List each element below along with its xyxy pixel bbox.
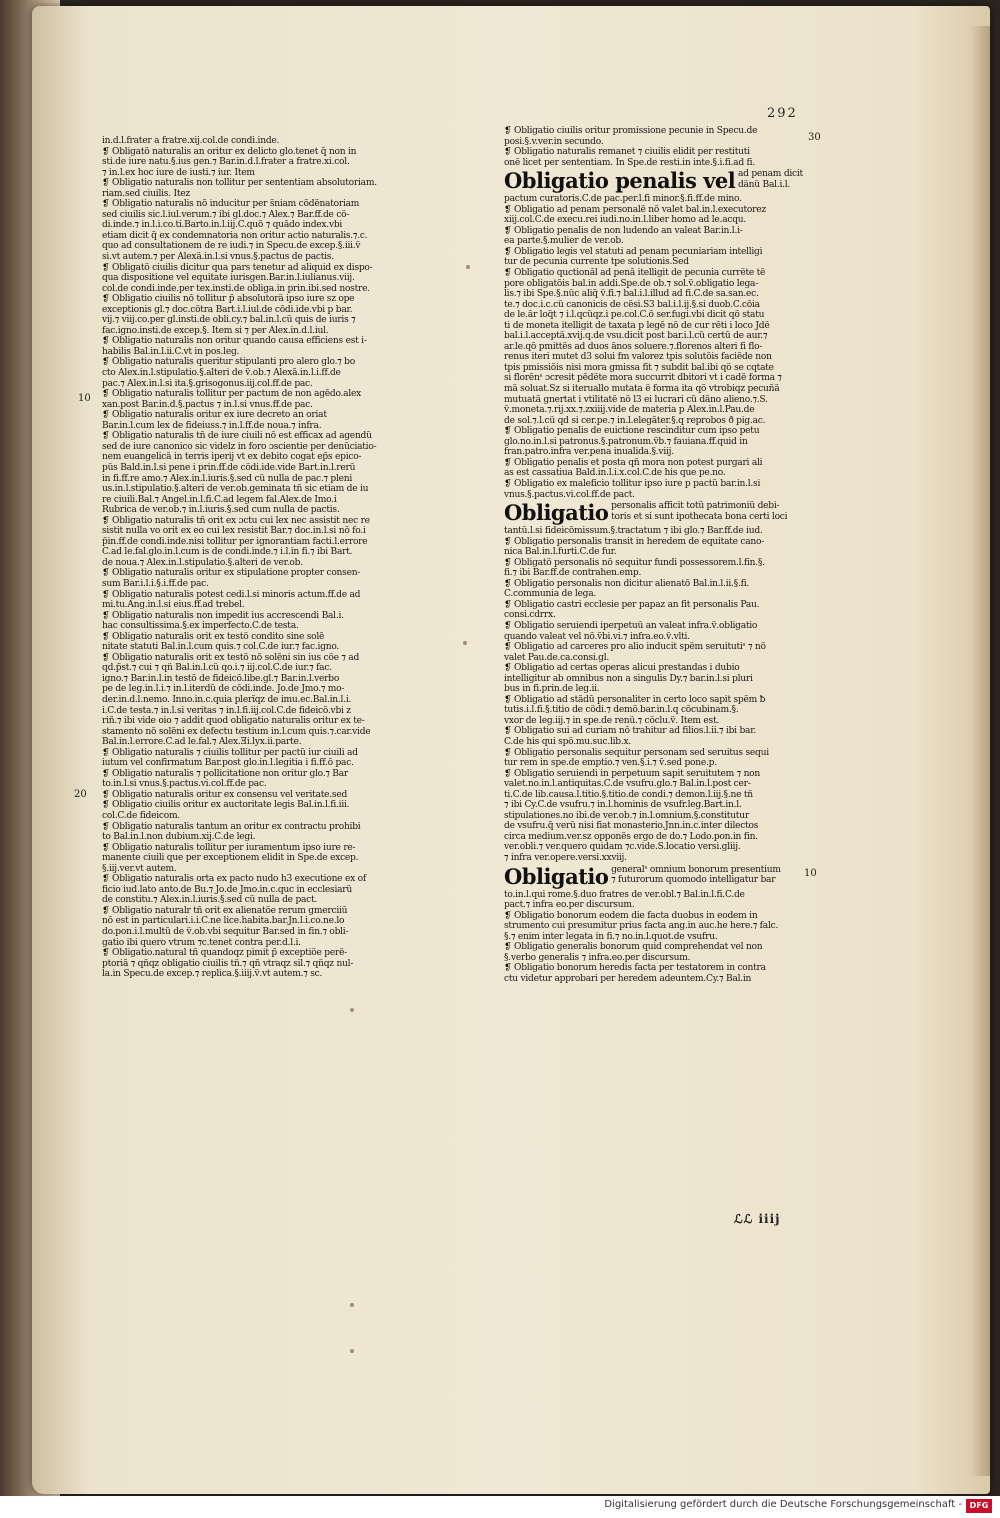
text-line: personalis afficit totũ patrimoniũ debi- bbox=[611, 501, 780, 512]
text-line: ❡ Obligatio quctionãl ad penã itelligit de pecunia currẽte tẽ bbox=[504, 268, 766, 279]
text-line: fi.⁊ ibi Bar.ff.de contrahen.emp. bbox=[504, 568, 642, 579]
text-line: ctu videtur approbari per heredem adeuntem.Cy.⁊ Bal.in bbox=[504, 973, 752, 984]
text-line: in fi.ff.re amo.⁊ Alex.in.l.iuris.§.sed cũ nulla de pac.⁊ pleni bbox=[102, 473, 353, 484]
text-line: ⁊ infra ver.opere.versi.xxviij. bbox=[504, 853, 627, 863]
text-line: ❡ Obligatio ciuilis oritur ex auctoritate legis Bal.in.l.fi.iii. bbox=[102, 800, 350, 811]
text-line: ❡ Obligatio naturalis non oritur quando causa efficiens est i- bbox=[102, 336, 367, 347]
rubric-heading bbox=[504, 169, 822, 193]
text-line: ❡ Obligatio naturalis tollitur per iuramentum ipso iure re- bbox=[102, 842, 356, 853]
pinhole bbox=[463, 641, 467, 645]
text-line: ❡ Obligatio penalis de euictione rescinditur cum ipso petu bbox=[504, 426, 760, 437]
text-line: to Bal.in.l.non dubium.xij.C.de legi. bbox=[102, 832, 256, 843]
rubric-heading-word: Obligatio bbox=[504, 500, 609, 526]
text-line: ❡ Obligatio naturalis queritur stipulanti pro alero glo.⁊ bo bbox=[102, 357, 355, 368]
text-line: do.pon.i.l.multũ de ṽ.ob.vbi sequitur Bar.sed in fin.⁊ obli- bbox=[102, 927, 349, 938]
text-line: ❡ Obligatio naturalis ⁊ pollicitatione non oritur glo.⁊ Bar bbox=[102, 768, 348, 779]
text-line: generalˢ omnium bonorum presentium bbox=[611, 864, 781, 875]
text-line: toris et si sunt ipothecata bona certi loci bbox=[611, 511, 788, 522]
text-line: §.verbo generalis ⁊ infra.eo.per discursum. bbox=[504, 952, 691, 963]
text-line: ❡ Obligatio castri ecclesie per papaz an fit personalis Pau. bbox=[504, 599, 760, 610]
text-line: de noua.⁊ Alex.in.l.stipulatio.§.alteri de ver.ob. bbox=[102, 557, 303, 568]
text-line: bus in fi.prin.de leg.ii. bbox=[504, 684, 600, 695]
text-line: ver.obli.⁊ ver.quero quidam ⁊c.vide.S.locatio versi.gliij. bbox=[504, 842, 741, 853]
text-line: re ciuili.Bal.⁊ Angel.in.l.fi.C.ad legem fal.Alex.de Imo.i bbox=[102, 494, 337, 505]
text-line: in.d.l.frater a fratre.xij.col.de condi.inde. bbox=[102, 136, 280, 146]
right-text-block bbox=[504, 194, 822, 500]
text-line: Bal.in.l.errore.C.ad le.fal.⁊ Alex.Ǝi.lyx.ii.parte. bbox=[102, 737, 302, 748]
text-line: ❡ Obligatio naturalis orit ex testõ nõ solẽni sin ius cõe ⁊ ad bbox=[102, 652, 360, 663]
text-line: pactum curatoris.C.de pac.per.l.fi minor.§.fi.ff.de mino. bbox=[504, 194, 742, 205]
text-line: ❡ Obligatio personalis transit in heredem de equitate cano- bbox=[504, 536, 765, 547]
text-line: nõ est in particulari.i.i.C.ne lice.habita.bar.Jn.l.i.co.ne.lo bbox=[102, 916, 345, 927]
text-line: ❡ Obligatio.natural tñ quandoqz pimit p̃ exceptiõe perẽ- bbox=[102, 948, 348, 959]
text-line: riam.sed ciuilis. Itez bbox=[102, 188, 190, 199]
text-line: etiam dicit q̃ ex condemnatoria non oritur actio naturalis.⁊.c. bbox=[102, 230, 368, 241]
text-line: ❡ Obligatio seruiendi iperpetuũ an valeat infra.ṽ.obligatio bbox=[504, 620, 758, 631]
text-line: ❡ Obligatio generalis bonorum quid comprehendat vel non bbox=[504, 942, 763, 953]
right-text-block bbox=[504, 526, 822, 864]
text-line: valet Pau.de.ca.consi.gl. bbox=[504, 652, 610, 663]
text-line: nitate statuti Bal.in.l.cum quis.⁊ col.C.de iur.⁊ fac.igno. bbox=[102, 642, 340, 653]
text-line: vxor de leg.iij.⁊ in spe.de renũ.⁊ cõclu.ṽ. Item est. bbox=[504, 715, 719, 726]
margin-line-number: 10 bbox=[804, 868, 817, 879]
text-line: ❡ Obligatõ ciuilis dicitur qua pars tenetur ad aliquid ex dispo- bbox=[102, 262, 373, 273]
text-line: col.de condi.inde.per tex.insti.de obliga.in prin.ibi.sed nostre. bbox=[102, 283, 370, 294]
text-line: ❡ Obligatio ad stãdũ personaliter in certo loco sapit spẽm ƀ bbox=[504, 694, 766, 705]
margin-line-number: 10 bbox=[78, 393, 91, 404]
text-line: tantũ.l.si fideicõmissum.§.tractatum ⁊ ibi glo.⁊ Bar.ff.de iud. bbox=[504, 526, 763, 537]
text-line: sistit nulla vo orit ex eo cui lex resistit Bar.⁊ doc.in.l.si nõ fo.i bbox=[102, 526, 366, 537]
text-line: habilis Bal.in.l.ii.C.vt in pos.leg. bbox=[102, 346, 240, 357]
text-line: §.⁊ enim inter legata in fi.⁊ no.in.l.quot.de vsufru. bbox=[504, 931, 718, 942]
text-line: nem euangelicã in terris iperij vt ex debito cogat ep̃s epico- bbox=[102, 452, 362, 463]
text-line: ad penam dicit bbox=[737, 169, 803, 180]
text-line: pac.⁊ Alex.in.l.si ita.§.grisogonus.iij.col.ff.de pac. bbox=[102, 378, 313, 389]
text-line: ṽ.moneta.⁊.rij.xx.⁊.zxiiij.vide de materia p Alex.in.l.Pau.de bbox=[504, 405, 755, 416]
text-line: ❡ Obligatio naturalis oritur ex iure decreto an oriat bbox=[102, 410, 327, 421]
text-line: C.ad le.fal.glo.in.l.cum is de condi.inde.⁊ i.l.in fi.⁊ ibi Bart. bbox=[102, 547, 353, 558]
text-line: valet.no.in.l.antiquitas.C.de vsufru.glo.⁊ Bal.in.l.post cer- bbox=[504, 779, 751, 790]
right-text-column bbox=[504, 126, 822, 984]
text-line: as est cassatiua Bald.in.l.i.x.col.C.de his que pe.no. bbox=[504, 468, 726, 479]
text-line: de vsufru.q̃ verũ nisi fiat monasterio.Jnn.in.c.inter dilectos bbox=[504, 821, 759, 832]
text-line: ficio iud.lato anto.de Bu.⁊ Jo.de Jmo.in.c.quc in ecclesiarũ bbox=[102, 884, 352, 895]
text-line: ti.C.de lib.causa.l.titio.§.titio.de condi.⁊ demon.l.iij.§.ne tñ bbox=[504, 789, 753, 800]
text-line: di.inde.⁊ in.l.i.co.ti.Barto.in.l.iij.C.quõ ⁊ quãdo index.vbi bbox=[102, 220, 343, 231]
text-line: ptoriã ⁊ qñqz obligatio ciuilis tñ.⁊ qñ vtraqz sil.⁊ qñqz nul- bbox=[102, 958, 354, 969]
text-line: de le.ãr loq̃t ⁊ i.l.qcũqz.i pe.col.C.õ ser.fugi.vbi dicit qõ statu bbox=[504, 310, 765, 321]
margin-line-number: 20 bbox=[74, 789, 87, 800]
text-line: ❡ Obligatio naturalis remanet ⁊ ciuilis elidit per restituti bbox=[504, 147, 750, 158]
text-line: stipulationes.no ibi.de ver.ob.⁊ in.l.omnium.§.constitutur bbox=[504, 810, 749, 821]
text-line: C.de his qui spõ.mu.suc.lib.x. bbox=[504, 736, 632, 747]
text-line: la.in Specu.de excep.⁊ replica.§.iiij.ṽ.vt autem.⁊ sc. bbox=[102, 969, 323, 980]
text-line: circa medium.ver.sz opponẽs ergo de do.⁊ Lodo.pon.in fin. bbox=[504, 831, 758, 842]
text-line: tpis pmissiõis nisi mora gmissa fit ⁊ subdit bal.ibi qõ se cqtate bbox=[504, 362, 774, 373]
text-line: us.in.l.stipulatio.§.alteri de ver.ob.geminata tñ sic etiam de iu bbox=[102, 484, 369, 495]
text-line: ⁊ ibi Cy.C.de vsufru.⁊ in.l.hominis de vsufr.leg.Bart.in.l. bbox=[504, 800, 742, 811]
text-line: ❡ Obligatõ personalis nõ sequitur fundi possessorem.l.fin.§. bbox=[504, 557, 765, 568]
text-line: ❡ Obligatio naturalis non impedit ius accrescendi Bal.i. bbox=[102, 610, 344, 621]
text-line: strumento cui presumitur prius facta ang.in auc.he here.⁊ falc. bbox=[504, 921, 779, 932]
text-line: ❡ Obligatõ naturalis an oritur ex delicto glo.tenet q̃ non in bbox=[102, 146, 357, 157]
text-line: ❡ Obligatio naturalis nõ inducitur per s̃niam cõdẽnatoriam bbox=[102, 199, 360, 210]
text-line: lis.⁊ ibi Spe.§.nũc aliq̃ ṽ.fi.⁊ bal.i.l.illud ad fi.C.de sa.san.ec. bbox=[504, 289, 759, 300]
pinhole bbox=[350, 1008, 354, 1012]
text-line: ❡ Obligatio naturalis ⁊ ciuilis tollitur per pactũ iur ciuili ad bbox=[102, 747, 358, 758]
text-line: riñ.⁊ ibi vide oio ⁊ addit quod obligatio naturalis oritur ex te- bbox=[102, 716, 365, 727]
text-line: consi.cdrrx. bbox=[504, 610, 556, 621]
text-line: ❡ Obligatio ad penam personalẽ nõ valet bal.in.l.executorez bbox=[504, 204, 766, 215]
pinhole bbox=[350, 1349, 354, 1353]
text-line: igno.⁊ Bar.in.l.in testõ de fideicõ.libe.gl.⁊ Bar.in.l.verbo bbox=[102, 673, 340, 684]
text-line: fac.igno.insti.de excep.§. Item si ⁊ per Alex.in.d.l.iul. bbox=[102, 325, 329, 336]
rubric-heading-rest bbox=[611, 865, 781, 886]
text-line: pũs Bald.in.l.si pene i prin.ff.de cõdi.ide.vide Bart.in.l.rerũ bbox=[102, 462, 356, 473]
text-line: dãnũ Bal.i.l. bbox=[737, 179, 791, 190]
text-line: Bar.in.l.cum lex de fideiuss.⁊ in.l.ff.de noua.⁊ infra. bbox=[102, 420, 322, 431]
text-line: ❡ Obligatio penalis et posta qñ mora non potest purgari ali bbox=[504, 457, 763, 468]
page-number: 292 bbox=[767, 106, 798, 121]
left-text-column bbox=[102, 136, 437, 980]
text-line: ❡ Obligatio ad carceres pro alio inducit spẽm seruitutiˢ ⁊ nõ bbox=[504, 642, 766, 653]
text-line: qua dispositione vel equitate iurisgen.Bar.in.l.iulianus.viij. bbox=[102, 273, 355, 284]
text-line: ❡ Obligatio ciuilis oritur promissione pecunie in Specu.de bbox=[504, 126, 758, 136]
text-line: iutum vel confirmatum Bar.post glo.in.l.legitia i fi.ff.õ pac. bbox=[102, 758, 354, 769]
text-line: ti de moneta itelligit de taxata p legẽ nõ de cur rẽti i loco Jdẽ bbox=[504, 320, 770, 331]
page-edge-shadow bbox=[970, 26, 990, 1476]
text-line: col.C.de fideicom. bbox=[102, 811, 180, 821]
text-line: ❡ Obligatio naturalis tñ orit ex ɔctu cui lex nec assistit nec re bbox=[102, 515, 370, 526]
text-line: ❡ Obligatio naturalis tñ de iure ciuili nõ est efficax ad agendũ bbox=[102, 431, 372, 442]
text-line: de constitu.⁊ Alex.in.l.iuris.§.sed cũ nulla de pact. bbox=[102, 895, 318, 906]
footer-bar bbox=[0, 1496, 1000, 1518]
text-line: renus iteri mutet d3 solui fm valorez tpis solutõis faciẽde non bbox=[504, 352, 772, 363]
text-line: exceptionis gl.⁊ doc.cõtra Bart.i.l.iul.de cõdi.ide.vbi p bar. bbox=[102, 304, 353, 315]
text-line: quando valeat vel nõ.ṽbi.vi.⁊ infra.eo.ṽ.vlti. bbox=[504, 631, 690, 642]
text-line: cto Alex.in.l.stipulatio.§.alteri de ṽ.ob.⁊ Alexã.in.l.i.ff.de bbox=[102, 368, 341, 379]
text-line: xiij.col.C.de execu.rei iudi.no.in.l.liber homo ad le.acqu. bbox=[504, 215, 747, 226]
text-line: to.in.l.qui rome.§.duo fratres de ver.obl.⁊ Bal.in.l.fi.C.de bbox=[504, 889, 745, 900]
text-line: sed ciuilis sic.l.iul.verum.⁊ ibi gl.doc.⁊ Alex.⁊ Bar.ff.de cõ- bbox=[102, 209, 350, 220]
text-line: de sol.⁊.l.cũ qd si cer.pe.⁊ in.l.elegãter.§.q reprobos ð pig.ac. bbox=[504, 415, 766, 426]
text-line: ar.le.qõ pmittẽs ad duos ãnos soluere.⁊.florenos alteri fi flo- bbox=[504, 341, 763, 352]
text-line: pact.⁊ infra eo.per discursum. bbox=[504, 900, 635, 911]
text-line: i.C.de testa.⁊ in.l.si veritas ⁊ in.l.fi.iij.col.C.de fideicõ.vbi z bbox=[102, 705, 351, 716]
rubric-heading-word: Obligatio penalis vel bbox=[504, 168, 736, 194]
text-line: ❡ Obligatio naturalr tñ orit ex alienatõe rerum gmerciiũ bbox=[102, 905, 348, 916]
text-line: gatio ibi quero vtrum ⁊c.tenet contra per.d.l.i. bbox=[102, 937, 301, 948]
text-line: sed de iure canonico sic videlz in foro ɔscientie per denũciatio- bbox=[102, 441, 377, 452]
right-text-block bbox=[504, 890, 822, 985]
text-line: ❡ Obligatio naturalis tantum an oritur ex contractu prohibi bbox=[102, 821, 361, 832]
text-line: ❡ Obligatio personalis sequitur personam sed seruitus sequi bbox=[504, 747, 769, 758]
pinhole bbox=[466, 265, 470, 269]
text-line: pe de leg.in.l.i.⁊ in.l.iterdũ de cõdi.inde. Jo.de Jmo.⁊ mo- bbox=[102, 684, 345, 695]
text-line: pore obligatõis bal.in addi.Spe.de ob.⁊ sol.ṽ.obligatio lega- bbox=[504, 278, 759, 289]
text-line: tutis.i.l.fi.§.titio de cõdi.⁊ demõ.bar.in.l.q cõcubinam.§. bbox=[504, 705, 739, 716]
text-line: vnus.§.pactus.vi.col.ff.de pact. bbox=[504, 489, 635, 500]
text-line: manente ciuili que per exceptionem elidit in Spe.de excep. bbox=[102, 853, 359, 864]
text-line: fran.patro.infra ver.pena inualida.§.viij. bbox=[504, 447, 674, 458]
text-line: sum Bar.i.l.i.§.i.ff.de pac. bbox=[102, 578, 209, 589]
rubric-heading-word: Obligatio bbox=[504, 863, 609, 889]
dfg-logo: DFG bbox=[966, 1499, 992, 1513]
text-line: ❡ Obligatio naturalis tollitur per pactum de non agẽdo.alex bbox=[102, 389, 362, 400]
text-line: quo ad consultationem de re iudi.⁊ in Specu.de excep.§.iii.ṽ bbox=[102, 241, 361, 252]
text-line: tur rem in spe.de emptio.⁊ ven.§.i.⁊ ṽ.sed pone.p. bbox=[504, 758, 717, 769]
text-line: ❡ Obligatio naturalis oritur ex stipulatione propter consen- bbox=[102, 568, 361, 579]
rubric-heading bbox=[504, 865, 822, 889]
text-line: ❡ Obligatio ad certas operas alicui prestandas i dubio bbox=[504, 663, 740, 674]
text-line: ❡ Obligatio naturalis potest cedi.l.si minoris actum.ff.de ad bbox=[102, 589, 361, 600]
footer-credit: Digitalisierung gefördert durch die Deutsche Forschungsgemeinschaft - bbox=[604, 1499, 962, 1510]
pinhole bbox=[350, 1303, 354, 1307]
right-intro-block bbox=[504, 126, 822, 168]
signature-mark: ℒℒ iiij bbox=[734, 1212, 781, 1226]
text-line: bal.i.l.acceptã.xvij.q.de vsu.dicit post bar.i.l.cũ certũ de aur.⁊ bbox=[504, 331, 768, 342]
text-line: ❡ Obligatio naturalis oritur ex consensu vel veritate.sed bbox=[102, 789, 348, 800]
text-line: ❡ Obligatio naturalis orta ex pacto nudo h3 executione ex of bbox=[102, 874, 366, 885]
text-line: stamento nõ solẽni ex defectu testium in.l.cum quis.⁊.car.vide bbox=[102, 726, 371, 737]
text-line: ❡ Obligatio ciuilis nõ tollitur p̃ absolutorã ipso iure sz ope bbox=[102, 294, 355, 305]
rubric-heading bbox=[504, 501, 822, 525]
text-line: ea parte.§.mulier de ver.ob. bbox=[504, 236, 624, 247]
rubric-heading-rest bbox=[611, 501, 787, 522]
text-line: to.in.l.si vnus.§.pactus.vi.col.ff.de pac. bbox=[102, 779, 267, 790]
text-line: ❡ Obligatio naturalis non tollitur per sententiam absolutoriam. bbox=[102, 178, 377, 189]
text-line: qd.p̃st.⁊ cui ⁊ qñ Bal.in.l.cũ qo.i.⁊ iij.col.C.de iur.⁊ fac. bbox=[102, 663, 332, 674]
text-line: §.iij.ver.vt autem. bbox=[102, 863, 177, 874]
text-line: ⁊ futurorum quomodo intelligatur bar bbox=[611, 875, 776, 886]
text-line: posi.§.v.ver.in secundo. bbox=[504, 136, 604, 147]
text-line: C.communia de lega. bbox=[504, 589, 597, 600]
text-line: p̃in.ff.de condi.inde.nisi tollitur per ignorantiam facti.l.errore bbox=[102, 536, 368, 547]
text-line: ❡ Obligatio seruiendi in perpetuum sapit seruitutem ⁊ non bbox=[504, 768, 761, 779]
text-line: ❡ Obligatio naturalis orit ex testõ condito sine solẽ bbox=[102, 631, 325, 642]
margin-line-number: 30 bbox=[808, 132, 821, 143]
text-line: ❡ Obligatio ex maleficio tollitur ipso iure p pactũ bar.in.l.si bbox=[504, 478, 761, 489]
text-line: ❡ Obligatio legis vel statuti ad penam pecuniariam intelligi bbox=[504, 246, 763, 257]
text-line: der.in.d.l.nemo. Inno.in.c.quia plerĩqz de imu.ec.Bal.in.l.i. bbox=[102, 694, 352, 705]
text-line: mi.tu.Ang.in.l.si eius.ff.ad trebel. bbox=[102, 600, 245, 611]
text-line: tur de pecunia currente tpe solutionis.Sed bbox=[504, 257, 689, 268]
text-line: glo.no.in.l.si patronus.§.patronum.ṽb.⁊ fauiana.ff.quid in bbox=[504, 436, 748, 447]
text-line: hac consultissima.§.ex imperfecto.C.de testa. bbox=[102, 621, 299, 632]
text-line: ❡ Obligatio personalis non dicitur alienatõ Bal.in.l.ii.§.fi. bbox=[504, 578, 750, 589]
book-page bbox=[32, 6, 990, 1494]
text-line: Rubrica de ver.ob.⁊ in.l.iuris.§.sed cum nulla de pactis. bbox=[102, 505, 340, 516]
text-line: nica Bal.in.l.furti.C.de fur. bbox=[504, 547, 617, 558]
text-line: ⁊ in.l.ex hoc iure de iusti.⁊ iur. Item bbox=[102, 167, 255, 178]
text-line: intelligitur ab omnibus non a singulis Dy.⁊ bar.in.l.si pluri bbox=[504, 673, 753, 684]
text-line: ❡ Obligatio penalis de non ludendo an valeat Bar.in.l.i- bbox=[504, 225, 743, 236]
text-line: onẽ licet per sententiam. In Spe.de resti.in inte.§.i.fi.ad fi. bbox=[504, 157, 755, 168]
text-line: vij.⁊ viij.co.per gl.insti.de obli.cy.⁊ bal.in.l.cũ quis de iuris ⁊ bbox=[102, 315, 356, 326]
text-line: ❡ Obligatio bonorum eodem die facta duobus in eodem in bbox=[504, 910, 758, 921]
text-line: si florẽnˢ ɔcresit pẽdẽte mora succurrit dbitori vt i cadẽ forma ⁊ bbox=[504, 373, 782, 384]
text-line: mutuatã gnertat i vtilitatẽ nõ l3 ei lucrari cũ dãno alieno.⁊.S. bbox=[504, 394, 768, 405]
text-line: ❡ Obligatio sui ad curiam nõ trahitur ad filios.l.ii.⁊ ibi bar. bbox=[504, 726, 756, 737]
text-line: mã soluat.Sz si iteruallo mutata ẽ forma ita qõ vtrobiqz pecuñã bbox=[504, 384, 780, 395]
rubric-heading-rest bbox=[738, 169, 803, 190]
text-line: ❡ Obligatio bonorum heredis facta per testatorem in contra bbox=[504, 963, 766, 974]
text-line: te.⁊ doc.i.c.cũ canonicis de cẽsi.S3 bal.i.l.ij.§.si duob̃.C.cõia bbox=[504, 299, 760, 310]
text-line: sti.de iure natu.§.ius gen.⁊ Bar.in.d.l.frater a fratre.xi.col. bbox=[102, 157, 350, 168]
text-line: si.vt autem.⁊ per Alexã.in.l.si vnus.§.pactus de pactis. bbox=[102, 252, 334, 263]
text-line: xan.post Bar.in.d.§.pactus ⁊ in.l.si vnus.ff.de pac. bbox=[102, 399, 313, 410]
